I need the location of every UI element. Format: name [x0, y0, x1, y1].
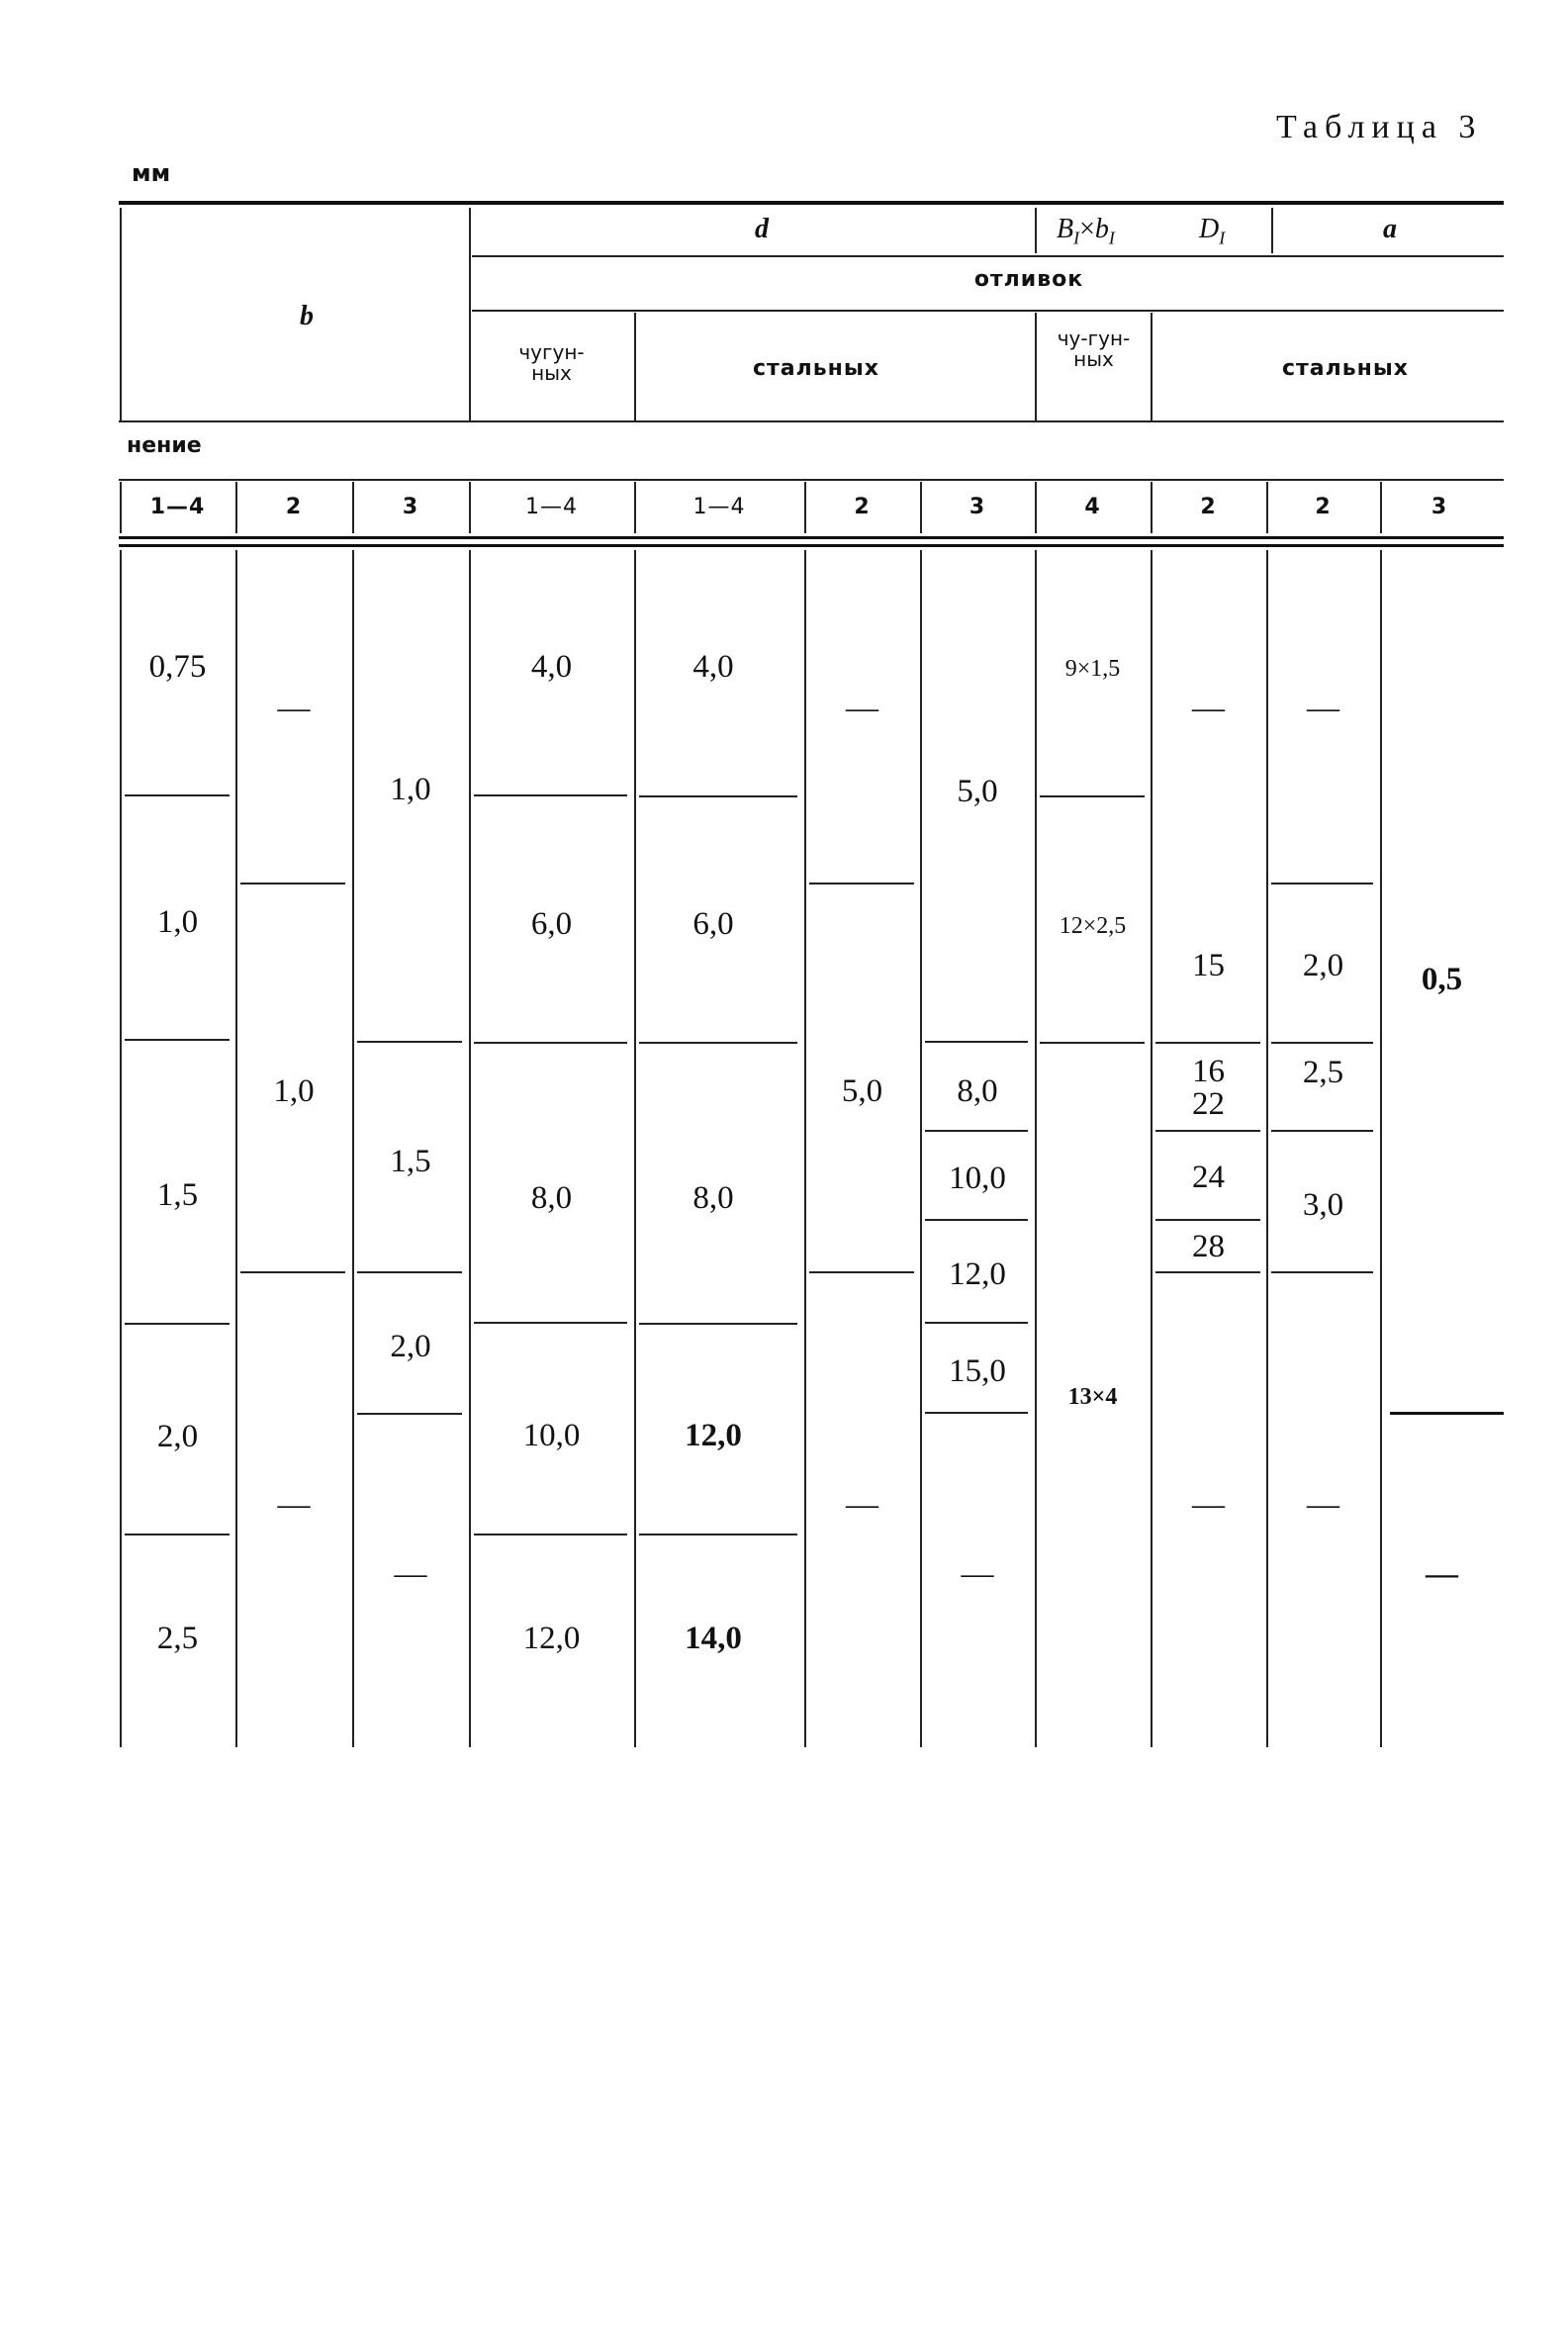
cell-c1-1: 0,75 — [148, 649, 207, 685]
cell-c3-2: 1,5 — [390, 1144, 431, 1179]
c9-sep-4 — [1155, 1271, 1260, 1273]
cell-c7-2: 8,0 — [957, 1073, 998, 1109]
c7-sep-3 — [925, 1219, 1028, 1221]
group-col-9: 2 — [1200, 495, 1217, 519]
group-col-1: 1—4 — [149, 495, 206, 519]
hdr-vline-cast-iron — [634, 313, 636, 420]
cell-c4-4: 10,0 — [522, 1418, 581, 1453]
group-col-2: 2 — [285, 495, 303, 519]
section-label: нение — [127, 433, 202, 458]
c4-sep-3 — [474, 1322, 627, 1324]
header-d: d — [755, 214, 769, 244]
cell-c3-1: 1,0 — [390, 772, 431, 807]
cell-c9-5: 24 — [1192, 1160, 1225, 1195]
c5-sep-1 — [639, 795, 797, 797]
group-col-5: 1—4 — [692, 495, 746, 519]
cell-c9-1: — — [1192, 691, 1225, 726]
unit-label: мм — [132, 159, 171, 187]
group-col-10: 2 — [1315, 495, 1332, 519]
cell-c10-1: — — [1307, 691, 1339, 726]
group-col-8: 4 — [1084, 495, 1101, 519]
c7-sep-2 — [925, 1130, 1028, 1132]
header-bixbi-sub: I — [1073, 228, 1080, 248]
cell-c6-1: — — [846, 691, 878, 726]
c4-sep-4 — [474, 1534, 627, 1535]
c10-sep-2 — [1271, 1042, 1373, 1044]
cell-c7-4: 12,0 — [949, 1256, 1006, 1292]
c10-sep-3 — [1271, 1130, 1373, 1132]
body-double-rule-1 — [119, 536, 1504, 539]
body-vline-3 — [469, 550, 471, 1747]
c10-sep-4 — [1271, 1271, 1373, 1273]
cell-c7-1: 5,0 — [957, 774, 998, 809]
c5-sep-4 — [639, 1534, 797, 1535]
header-bixbi-b: b — [1094, 214, 1109, 244]
body-vline-9 — [1266, 550, 1268, 1747]
header-di-D: D — [1199, 214, 1220, 244]
cell-c5-1: 4,0 — [692, 649, 734, 685]
c4-sep-2 — [474, 1042, 627, 1044]
cell-c5-3: 8,0 — [692, 1180, 734, 1216]
cell-c2-1: — — [277, 691, 311, 726]
cell-c1-4: 2,0 — [156, 1419, 199, 1454]
c1-sep-3 — [125, 1323, 230, 1325]
body-vline-0 — [120, 550, 122, 1747]
c5-sep-2 — [639, 1042, 797, 1044]
header-bixbi-B: B — [1057, 214, 1074, 244]
c9-sep-2 — [1155, 1130, 1260, 1132]
body-vline-4 — [634, 550, 636, 1747]
cell-c9-7: — — [1192, 1487, 1225, 1523]
cell-c4-1: 4,0 — [530, 649, 573, 685]
top-rule — [119, 201, 1504, 205]
header-bixbi-b-sub: I — [1108, 228, 1115, 248]
cell-c8-2: 12×2,5 — [1059, 913, 1127, 939]
cell-c10-3: 2,5 — [1302, 1055, 1344, 1090]
c7-sep-1 — [925, 1041, 1028, 1043]
body-vline-7 — [1035, 550, 1037, 1747]
cell-c1-5: 2,5 — [156, 1621, 199, 1656]
cell-c5-2: 6,0 — [692, 906, 734, 942]
c8-sep-1 — [1040, 795, 1145, 797]
header-steel-d: стальных — [753, 356, 879, 381]
c7-sep-5 — [925, 1412, 1028, 1414]
cell-c2-3: — — [277, 1487, 311, 1523]
c1-sep-1 — [125, 794, 230, 796]
hdr-vline-b — [469, 208, 471, 420]
cell-c11-2: — — [1426, 1556, 1458, 1592]
c1-sep-4 — [125, 1534, 230, 1535]
c8-sep-2 — [1040, 1042, 1145, 1044]
c5-sep-3 — [639, 1323, 797, 1325]
header-bixbi-times: × — [1079, 214, 1095, 244]
c2-sep-2 — [240, 1271, 345, 1273]
group-col-3: 3 — [402, 495, 419, 519]
header-di — [1199, 216, 1225, 247]
c6-sep-2 — [809, 1271, 914, 1273]
cell-c4-2: 6,0 — [530, 906, 573, 942]
c3-sep-3 — [357, 1413, 462, 1415]
cell-c10-5: — — [1307, 1487, 1339, 1523]
header-steel-a: стальных — [1282, 356, 1409, 381]
cell-c6-3: — — [846, 1487, 878, 1523]
body-vline-1 — [235, 550, 237, 1747]
cell-c5-4: 12,0 — [685, 1418, 742, 1453]
cell-c1-2: 1,0 — [156, 904, 199, 940]
c3-sep-2 — [357, 1271, 462, 1273]
header-castings: отливок — [973, 267, 1084, 292]
header-cast-iron-b: чу-гун-ных — [1057, 326, 1131, 371]
body-vline-5 — [804, 550, 806, 1747]
c3-sep-1 — [357, 1041, 462, 1043]
section-rule — [119, 479, 1504, 481]
d-underline — [472, 255, 1504, 257]
c7-sep-4 — [925, 1322, 1028, 1324]
hdr-vline-d — [1035, 208, 1037, 253]
cell-c5-5: 14,0 — [685, 1621, 742, 1656]
body-vline-8 — [1151, 550, 1153, 1747]
castings-underline — [472, 310, 1504, 312]
cell-c8-1: 9×1,5 — [1064, 656, 1121, 682]
cell-c7-3: 10,0 — [949, 1161, 1006, 1196]
header-cast-iron: чугун-ных — [518, 340, 585, 385]
c11-sep-1 — [1390, 1412, 1504, 1415]
group-col-4: 1—4 — [525, 495, 578, 519]
cell-c10-4: 3,0 — [1302, 1187, 1344, 1223]
cell-c4-3: 8,0 — [530, 1180, 573, 1216]
group-col-7: 3 — [968, 495, 986, 519]
cell-c7-5: 15,0 — [949, 1353, 1006, 1389]
cell-c6-2: 5,0 — [841, 1073, 883, 1109]
hdr-vline-left — [120, 208, 122, 420]
c1-sep-2 — [125, 1039, 230, 1041]
c9-sep-3 — [1155, 1219, 1260, 1221]
cell-c11-1: 0,5 — [1421, 962, 1463, 997]
header-bottom-rule — [119, 420, 1504, 422]
cell-c10-2: 2,0 — [1302, 948, 1344, 983]
header-a: a — [1383, 214, 1397, 244]
header-di-sub: I — [1219, 228, 1226, 248]
group-col-11: 3 — [1430, 495, 1448, 519]
group-col-6: 2 — [854, 495, 871, 519]
header-b: b — [300, 301, 314, 331]
c6-sep-1 — [809, 883, 914, 884]
c2-sep-1 — [240, 883, 345, 884]
table-title: Таблица 3 — [1276, 109, 1483, 145]
body-double-rule-2 — [119, 544, 1504, 547]
c4-sep-1 — [474, 794, 627, 796]
cell-c3-4: — — [394, 1556, 427, 1592]
cell-c4-5: 12,0 — [522, 1621, 581, 1656]
cell-c2-2: 1,0 — [273, 1073, 315, 1109]
cell-c3-3: 2,0 — [390, 1329, 431, 1364]
cell-c9-3: 16 — [1192, 1054, 1225, 1089]
c10-sep-1 — [1271, 883, 1373, 884]
cell-c9-4: 22 — [1192, 1086, 1225, 1122]
cell-c1-3: 1,5 — [156, 1177, 199, 1213]
cell-c9-6: 28 — [1192, 1229, 1225, 1264]
hdr-vline-di — [1271, 208, 1273, 253]
hdr-vline-ci2 — [1151, 313, 1153, 420]
cell-c9-2: 15 — [1192, 948, 1225, 983]
header-bixbi — [1057, 216, 1115, 247]
cell-c7-6: — — [961, 1556, 994, 1592]
cell-c8-3: 13×4 — [1067, 1384, 1118, 1410]
hdr-vline-steel — [1035, 313, 1037, 420]
c9-sep-1 — [1155, 1042, 1260, 1044]
